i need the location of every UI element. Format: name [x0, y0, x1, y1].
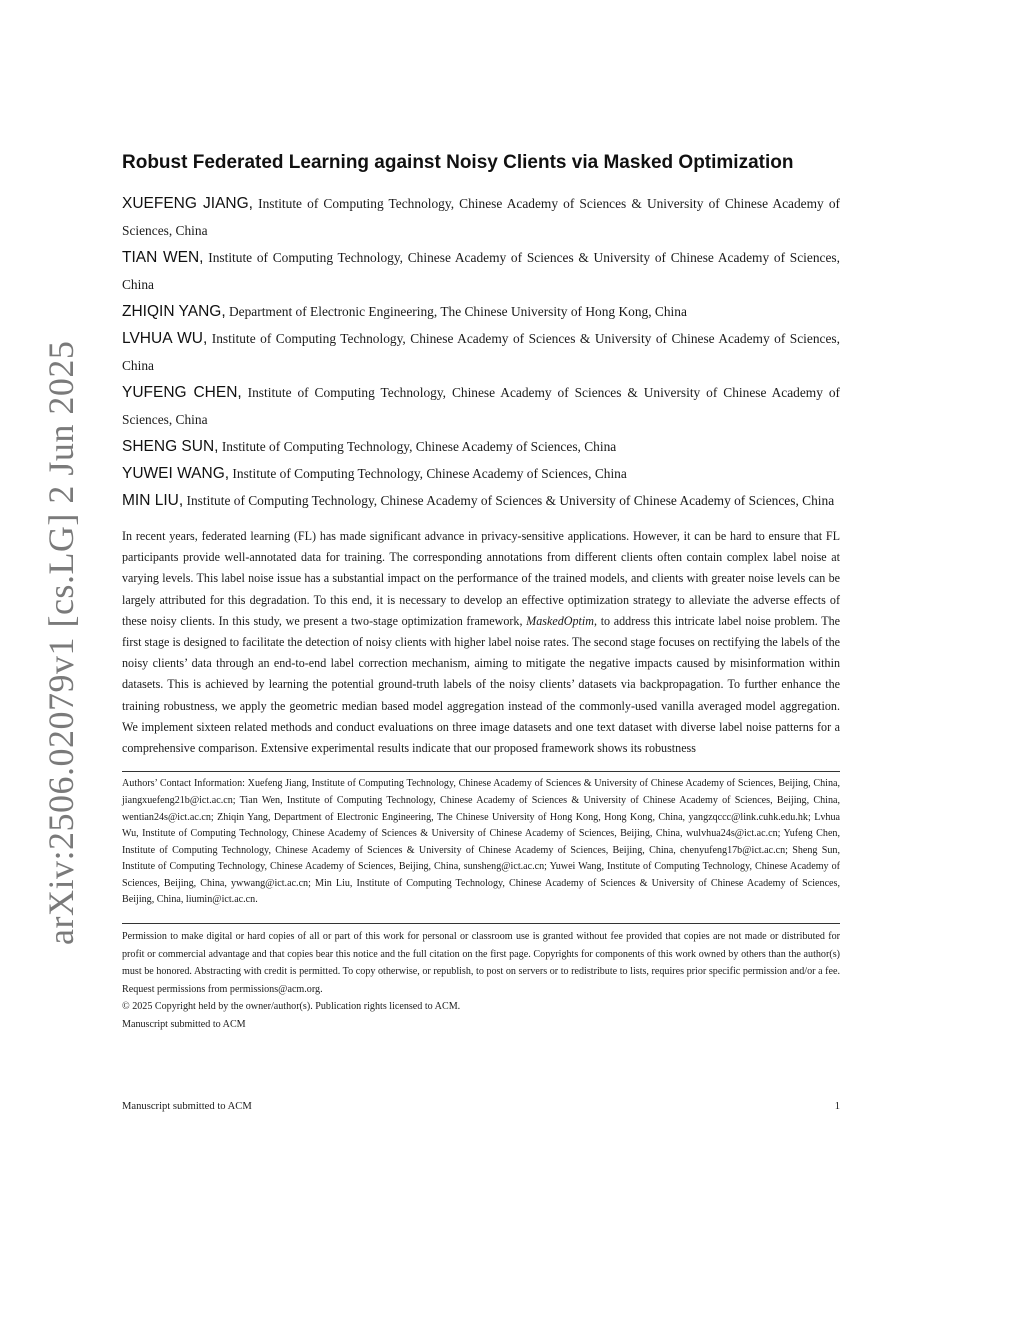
author-affiliation: Institute of Computing Technology, Chinese Academy of Sciences & University of Chinese Academy of Sciences, China: [122, 196, 840, 238]
author-name: MIN LIU,: [122, 492, 184, 509]
author-name: YUWEI WANG,: [122, 465, 230, 482]
author-entry: [122, 325, 840, 379]
author-entry: [122, 460, 840, 487]
manuscript-note: Manuscript submitted to ACM: [122, 1018, 246, 1030]
author-entry: [122, 487, 840, 514]
permission-notice: [122, 923, 840, 1033]
author-name: LVHUA WU,: [122, 330, 208, 347]
abstract-text-continued: , to address this intricate label noise problem. The first stage is designed to facilitate the detection of noisy clients with higher label noise rates. The second stage focuses on rectifying the labels of the noisy clients’ data through an end-to-end label correction mechanism, aiming to mitigate the negative impacts caused by misinformation within datasets. This is achieved by learning the potential ground-truth labels of the noisy clients’ datasets via backpropagation. To further enhance the training robustness, we apply the geometric median based model aggregation instead of the commonly-used vanilla averaged model aggregation. We implement sixteen related methods and conduct evaluations on three image datasets and one text dataset with diverse label noise patterns for a comprehensive comparison. Extensive experimental results indicate that our proposed framework shows its robustness: [122, 613, 841, 756]
author-affiliation: Institute of Computing Technology, Chinese Academy of Sciences & University of Chinese Academy of Sciences, China: [122, 385, 840, 427]
arxiv-identifier-stamp: arXiv:2506.02079v1 [cs.LG] 2 Jun 2025: [41, 340, 81, 945]
author-affiliation: Department of Electronic Engineering, The Chinese University of Hong Kong, China: [229, 304, 687, 319]
author-affiliation: Institute of Computing Technology, Chinese Academy of Sciences, China: [221, 439, 617, 454]
method-name: MaskedOptim: [526, 613, 595, 628]
author-name: XUEFENG JIANG,: [122, 195, 253, 212]
author-entry: [122, 379, 840, 433]
footer-venue: Manuscript submitted to ACM: [122, 1101, 252, 1112]
author-affiliation: Institute of Computing Technology, Chinese Academy of Sciences, China: [232, 466, 627, 481]
author-affiliation: Institute of Computing Technology, Chinese Academy of Sciences & University of Chinese Academy of Sciences, China: [186, 493, 835, 508]
author-name: ZHIQIN YANG,: [122, 303, 226, 320]
paper-title: Robust Federated Learning against Noisy Clients via Masked Optimization: [122, 152, 794, 173]
author-entry: [122, 433, 840, 460]
author-name: YUFENG CHEN,: [122, 384, 242, 401]
author-contact-footnote: Authors’ Contact Information: Xuefeng Jiang, Institute of Computing Technology, Chinese Academy of Sciences & University of Chinese Academy of Sciences, Beijing, China, jiangxuefeng21b@ict.ac.cn; Tian Wen, Institute of Computing Technology, Chinese Academy of Sciences & University of Chinese Academy of Sciences, Beijing, China, wentian24s@ict.ac.cn; Zhiqin Yang, Department of Electronic Engineering, The Chinese University of Hong Kong, Hong Kong, China, yangzqccc@link.cuhk.edu.hk; Lvhua Wu, Institute of Computing Technology, Chinese Academy of Sciences & University of Chinese Academy of Sciences, Beijing, China, wulvhua24s@ict.ac.cn; Yufeng Chen, Institute of Computing Technology, Chinese Academy of Sciences & University of Chinese Academy of Sciences, Beijing, China, chenyufeng17b@ict.ac.cn; Sheng Sun, Institute of Computing Technology, Chinese Academy of Sciences, Beijing, China, sunsheng@ict.ac.cn; Yuwei Wang, Institute of Computing Technology, Chinese Academy of Sciences, Beijing, China, ywwang@ict.ac.cn; Min Liu, Institute of Computing Technology, Chinese Academy of Sciences & University of Chinese Academy of Sciences, Beijing, China, liumin@ict.ac.cn.: [122, 771, 840, 909]
author-name: SHENG SUN,: [122, 438, 219, 455]
abstract-text: In recent years, federated learning (FL) has made significant advance in privacy-sensitive applications. However, it can be hard to ensure that FL participants provide well-annotated data for training. The corresponding annotations from different clients often contain complex label noise at varying levels. This label noise issue has a substantial impact on the performance of the trained models, and clients with greater noise levels can be largely attributed for this degradation. To this end, it is necessary to develop an effective optimization strategy to alleviate the adverse effects of these noisy clients. In this study, we present a two-stage optimization framework,: [122, 529, 840, 628]
copyright-line: © 2025 Copyright held by the owner/author(s). Publication rights licensed to ACM.: [122, 1001, 461, 1013]
author-name: TIAN WEN,: [122, 249, 204, 266]
paper-first-page: [122, 152, 840, 1033]
abstract: [122, 526, 840, 759]
author-entry: [122, 190, 840, 244]
author-affiliation: Institute of Computing Technology, Chinese Academy of Sciences & University of Chinese Academy of Sciences, China: [122, 331, 840, 373]
author-entry: [122, 244, 840, 298]
permission-text: Permission to make digital or hard copies of all or part of this work for personal or classroom use is granted without fee provided that copies are not made or distributed for profit or commercial advantage and that copies bear this notice and the full citation on the first page. Copyrights for components of this work owned by others than the author(s) must be honored. Abstracting with credit is permitted. To copy otherwise, or republish, to post on servers or to redistribute to lists, requires prior specific permission and/or a fee. Request permissions from permissions@acm.org.: [122, 931, 840, 995]
author-entry: [122, 298, 840, 325]
author-affiliation: Institute of Computing Technology, Chinese Academy of Sciences & University of Chinese Academy of Sciences, China: [122, 250, 840, 292]
page-number: 1: [834, 1101, 840, 1112]
page-footer: [122, 1101, 840, 1112]
